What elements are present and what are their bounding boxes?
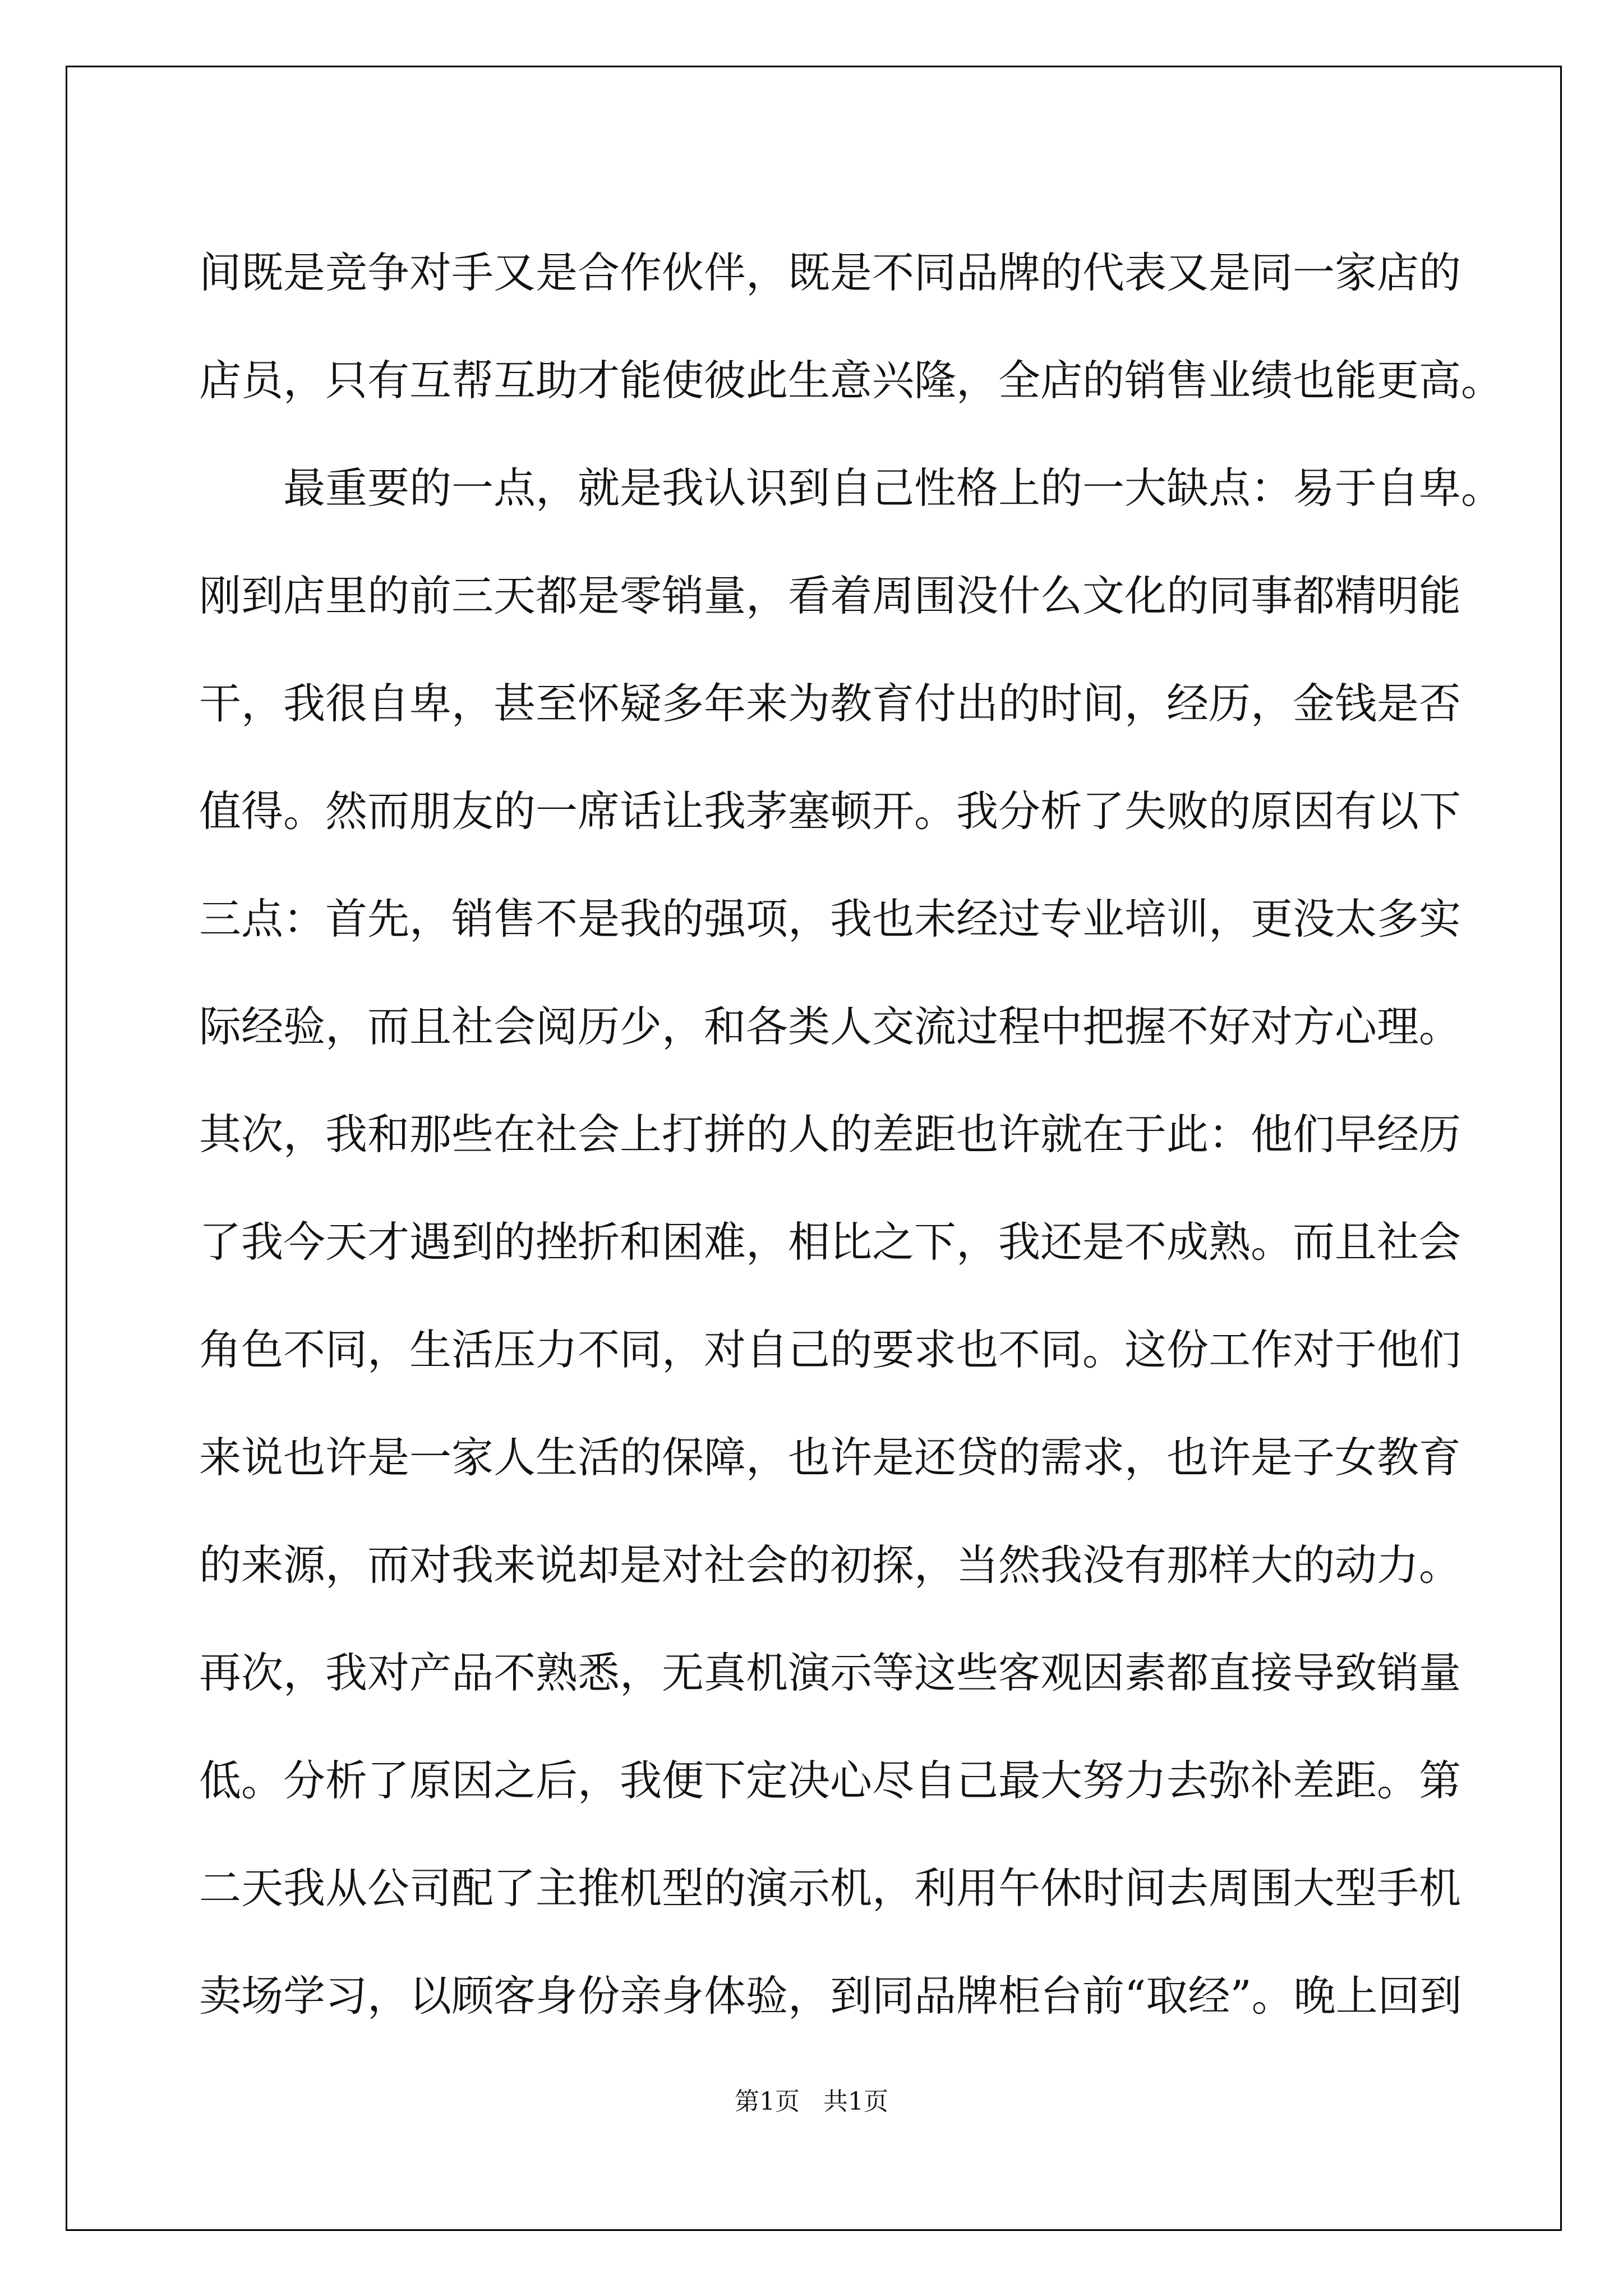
text-line: 店员，只有互帮互助才能使彼此生意兴隆，全店的销售业绩也能更高。 (199, 356, 1504, 405)
text-line: 卖场学习，以顾客身份亲身体验，到同品牌柜台前“取经”。晚上回到 (199, 1971, 1462, 2021)
text-line: 间既是竞争对手又是合作伙伴，既是不同品牌的代表又是同一家店的 (199, 248, 1461, 297)
page-footer (0, 2081, 1623, 2117)
page-number: 第1页 (735, 2087, 800, 2116)
text-line: 际经验，而且社会阅历少，和各类人交流过程中把握不好对方心理。 (199, 1002, 1461, 1051)
text-line: 其次，我和那些在社会上打拼的人的差距也许就在于此：他们早经历 (199, 1110, 1461, 1159)
text-line: 二天我从公司配了主推机型的演示机，利用午休时间去周围大型手机 (199, 1864, 1461, 1913)
page-total: 共1页 (823, 2087, 888, 2116)
text-line: 值得。然而朋友的一席话让我茅塞顿开。我分析了失败的原因有以下 (199, 786, 1461, 836)
text-line: 角色不同，生活压力不同，对自己的要求也不同。这份工作对于他们 (199, 1325, 1461, 1374)
text-line: 再次，我对产品不熟悉，无真机演示等这些客观因素都直接导致销量 (199, 1648, 1461, 1697)
document-body (199, 219, 1504, 2050)
text-line: 刚到店里的前三天都是零销量，看着周围没什么文化的同事都精明能 (199, 571, 1461, 620)
text-line: 最重要的一点，就是我认识到自己性格上的一大缺点：易于自卑。 (283, 463, 1504, 513)
text-line: 来说也许是一家人生活的保障，也许是还贷的需求，也许是子女教育 (199, 1433, 1461, 1482)
text-line: 了我今天才遇到的挫折和困难，相比之下，我还是不成熟。而且社会 (199, 1217, 1461, 1267)
text-line: 三点：首先，销售不是我的强项，我也未经过专业培训，更没太多实 (199, 894, 1461, 944)
footer-spacer (800, 2087, 823, 2116)
text-line: 的来源，而对我来说却是对社会的初探，当然我没有那样大的动力。 (199, 1540, 1461, 1590)
text-line: 干，我很自卑，甚至怀疑多年来为教育付出的时间，经历，金钱是否 (199, 679, 1461, 728)
text-line: 低。分析了原因之后，我便下定决心尽自己最大努力去弥补差距。第 (199, 1756, 1461, 1805)
